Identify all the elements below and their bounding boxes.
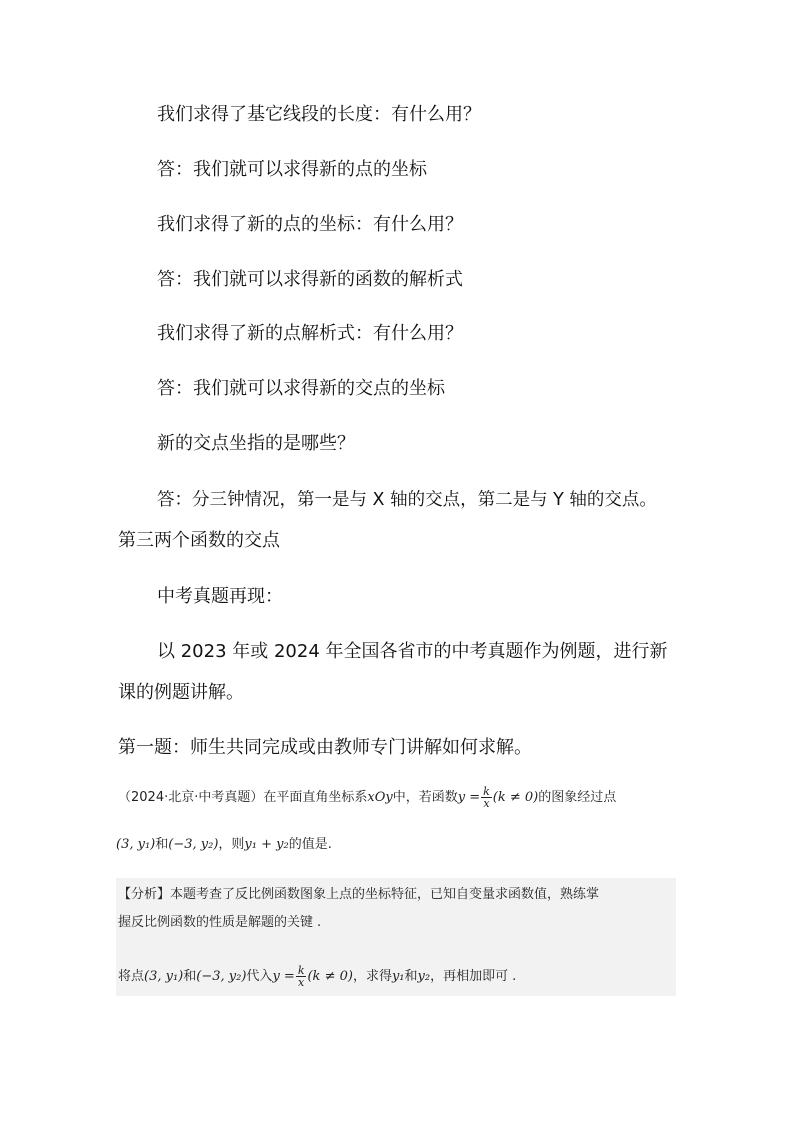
problem-text-5: 的值是. <box>288 837 332 852</box>
analysis-y1: y₁ <box>391 969 405 984</box>
problem-line-1 <box>118 786 616 809</box>
text-line-5: 我们求得了新的点解析式：有什么用？ <box>157 323 463 344</box>
analysis-and: 和 <box>183 969 197 984</box>
analysis-sentence-b: 代入 <box>246 969 273 984</box>
problem-text-4: ，则 <box>218 837 245 852</box>
function-fraction <box>481 786 492 809</box>
fraction-numerator: k <box>483 785 490 798</box>
analysis-dot: . <box>317 915 322 930</box>
text-line-7: 新的交点坐指的是哪些？ <box>157 433 355 454</box>
analysis-and-2: 和 <box>404 969 418 984</box>
analysis-line-2 <box>118 913 321 933</box>
text-line-8-continued: 第三两个函数的交点 <box>118 530 280 551</box>
text-line-6: 答：我们就可以求得新的交点的坐标 <box>157 378 445 399</box>
text-line-3: 我们求得了新的点的坐标：有什么用？ <box>157 214 463 235</box>
fraction-denominator: x <box>483 797 490 810</box>
analysis-tag: 【分析】 <box>118 887 171 902</box>
function-lhs: y = <box>457 790 481 805</box>
analysis-function-lhs: y = <box>272 969 295 984</box>
point-2: (−3, y₂) <box>168 837 219 852</box>
analysis-sentence-d: ，再相加即可 <box>430 969 509 984</box>
analysis-fraction-denominator: x <box>298 976 305 989</box>
analysis-function-fraction <box>296 965 307 988</box>
analysis-point-1: (3, y₁) <box>144 969 184 984</box>
analysis-line-3 <box>118 965 516 988</box>
sum-expression: y₁ + y₂ <box>244 837 289 852</box>
text-line-8: 答：分三钟情况，第一是与 X 轴的交点，第二是与 Y 轴的交点。 <box>157 490 657 510</box>
section-heading: 中考真题再现： <box>157 586 283 607</box>
function-condition: (k ≠ 0) <box>492 790 539 805</box>
problem-source: （2024·北京·中考真题） <box>118 790 264 805</box>
text-line-11: 第一题：师生共同完成或由教师专门讲解如何求解。 <box>118 737 532 758</box>
problem-line-2 <box>116 835 332 855</box>
text-line-10-continued: 课的例题讲解。 <box>118 682 244 703</box>
problem-text-1: 在平面直角坐标系 <box>263 790 368 805</box>
problem-text-2: 中，若函数 <box>392 790 458 805</box>
analysis-point-2: (−3, y₂) <box>196 969 247 984</box>
text-line-10: 以 2023 年或 2024 年全国各省市的中考真题作为例题，进行新 <box>157 641 668 662</box>
problem-text-3: 的图象经过点 <box>538 790 617 805</box>
problem-and: 和 <box>155 837 169 852</box>
analysis-final-dot: . <box>512 969 517 984</box>
analysis-function-condition: (k ≠ 0) <box>307 969 353 984</box>
analysis-sentence-c: ，求得 <box>352 969 392 984</box>
analysis-text-2: 握反比例函数的性质是解题的关键 <box>118 915 314 930</box>
text-line-1: 我们求得了基它线段的长度：有什么用？ <box>157 104 481 125</box>
text-line-2: 答：我们就可以求得新的点的坐标 <box>157 159 427 180</box>
analysis-line-1 <box>118 885 599 905</box>
analysis-y2: y₂ <box>417 969 431 984</box>
analysis-fraction-numerator: k <box>297 964 305 977</box>
text-line-4: 答：我们就可以求得新的函数的解析式 <box>157 269 463 290</box>
coordinate-system: xOy <box>367 790 393 805</box>
analysis-text-1: 本题考查了反比例函数图象上点的坐标特征，已知自变量求函数值，熟练掌 <box>170 887 600 902</box>
analysis-sentence-a: 将点 <box>118 969 145 984</box>
point-1: (3, y₁) <box>116 837 156 852</box>
